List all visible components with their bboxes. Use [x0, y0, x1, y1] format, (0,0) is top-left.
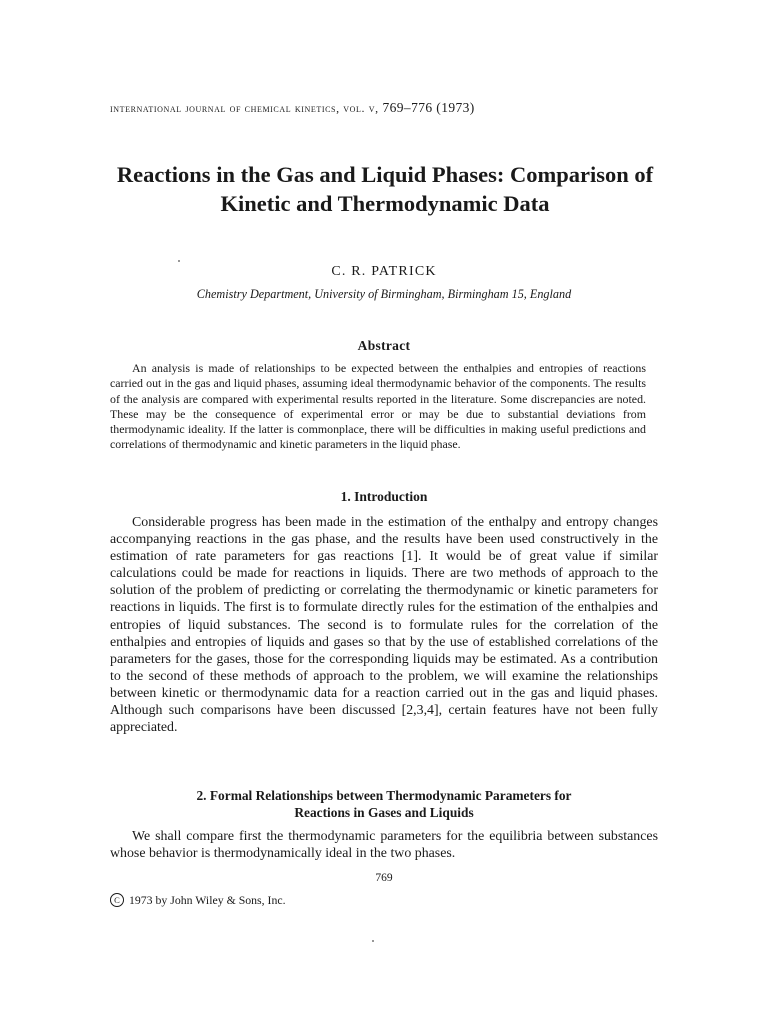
affiliation: Chemistry Department, University of Birmingham, Birmingham 15, England — [196, 287, 572, 301]
section-2-body — [110, 828, 658, 862]
journal-name: international journal of chemical kinetics, vol. v, — [110, 101, 379, 115]
copyright-notice — [110, 893, 286, 908]
author: C. R. PATRICK — [331, 264, 437, 279]
scan-speck — [372, 940, 374, 942]
section-1-body — [110, 514, 658, 736]
section-1-paragraph: Considerable progress has been made in the estimation of the enthalpy and entropy changes accompanying reactions in the gas phase, and the results have been used constructively in the estimation of rate parameters for gas reactions [1]. It would be of great value if similar calculations could be made for reactions in liquids. There are two methods of approach to the solution of the problem of predicting or correlating the thermodynamic or kinetic parameters for reactions in liquids. The first is to formulate directly rules for the estimation of the enthalpies and entropies of liquid substances. The second is to formulate rules for the correlation of the enthalpies and entropies of liquids and gases so that by the use of established correlations of the parameters for the gases, those for the corresponding liquids may be estimated. As a contribution to the second of these methods of approach to the problem, we will examine the relationships between kinetic or thermodynamic data for a reaction carried out in the gas and liquid phases. Although such comparisons have been discussed [2,3,4], certain features have not been fully appreciated. — [110, 515, 658, 736]
copyright-icon: C — [110, 893, 124, 907]
section-1-heading: 1. Introduction — [340, 489, 428, 504]
paper-title: Reactions in the Gas and Liquid Phases: Comparison of Kinetic and Thermodynamic Data — [116, 162, 654, 216]
abstract-heading: Abstract — [357, 338, 411, 353]
copyright-text: 1973 by John Wiley & Sons, Inc. — [128, 893, 286, 907]
section-2-heading — [110, 787, 658, 821]
section-2-paragraph: We shall compare first the thermodynamic parameters for the equilibria between substances whose behavior is thermodynamically ideal in the two phases. — [110, 829, 658, 862]
page-number: 769 — [375, 872, 393, 884]
scan-speck — [178, 260, 180, 262]
running-head — [110, 100, 475, 116]
abstract-text: An analysis is made of relationships to be expected between the enthalpies and entropies of reactions carried out in the gas and liquid phases, assuming ideal thermodynamic behavior of the components. The results of the analysis are compared with experimental results reported in the literature. Some discrepancies are noted. These may be the consequence of experimental error or may be due to substantial deviations from thermodynamic ideality. If the latter is commonplace, there will be difficulties in making useful predictions and correlations of thermodynamic and kinetic parameters in the liquid phase. — [110, 361, 646, 452]
section-2-heading-line2: Reactions in Gases and Liquids — [294, 805, 474, 820]
journal-pages: 769–776 (1973) — [382, 100, 475, 115]
abstract-body — [110, 361, 646, 453]
section-2-heading-line1: 2. Formal Relationships between Thermodynamic Parameters for — [196, 788, 572, 803]
